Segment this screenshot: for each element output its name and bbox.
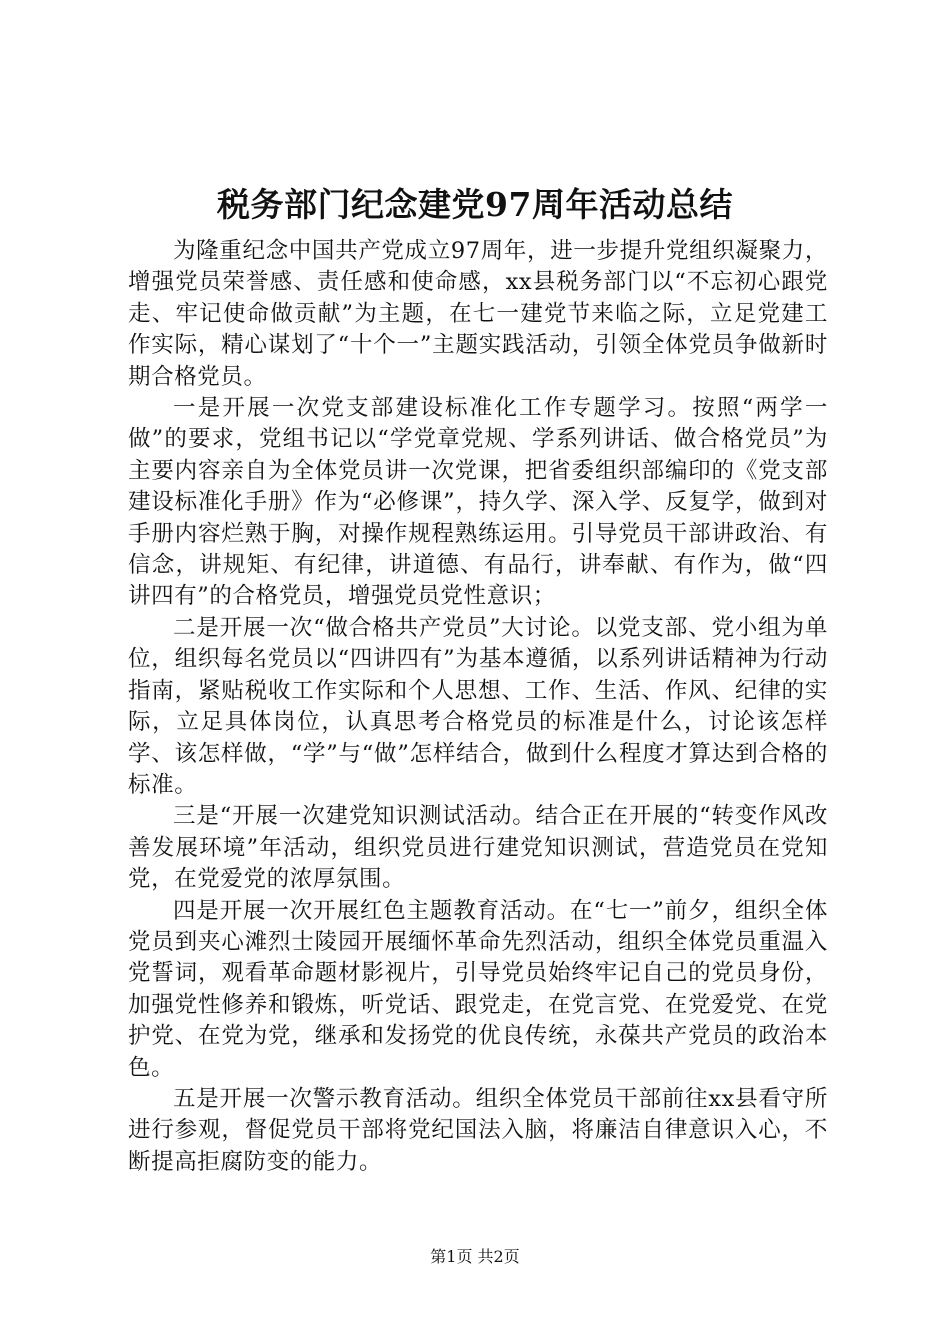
document-title: 税务部门纪念建党97周年活动总结 — [217, 185, 733, 224]
page-footer: 第1页 共2页 — [430, 1247, 520, 1266]
paragraph-item-4: 四是开展一次开展红色主题教育活动。在“七一”前夕，组织全体党员到夹心滩烈士陵园开展缅怀革命先烈活动，组织全体党员重温入党誓词，观看革命题材影视片，引导党员始终牢记自己的党员身份，加强党性修养和锻炼，听党话、跟党走，在党言党、在党爱党、在党护党、在党为党，继承和发扬党的优良传统，永葆共产党员的政治本色。 — [128, 897, 828, 1081]
paragraph-item-5: 五是开展一次警示教育活动。组织全体党员干部前往xx县看守所进行参观，督促党员干部将党纪国法入脑，将廉洁自律意识入心，不断提高拒腐防变的能力。 — [128, 1085, 828, 1175]
paragraph-item-1: 一是开展一次党支部建设标准化工作专题学习。按照“两学一做”的要求，党组书记以“学党章党规、学系列讲话、做合格党员”为主要内容亲自为全体党员讲一次党课，把省委组织部编印的《党支部建设标准化手册》作为“必修课”，持久学、深入学、反复学，做到对手册内容烂熟于胸，对操作规程熟练运用。引导党员干部讲政治、有信念，讲规矩、有纪律，讲道德、有品行，讲奉献、有作为，做“四讲四有”的合格党员，增强党员党性意识； — [128, 395, 828, 610]
paragraph-item-3: 三是“开展一次建党知识测试活动。结合正在开展的“转变作风改善发展环境”年活动，组织党员进行建党知识测试，营造党员在党知党，在党爱党的浓厚氛围。 — [128, 803, 828, 893]
document-body — [128, 236, 828, 1178]
paragraph-intro: 为隆重纪念中国共产党成立97周年，进一步提升党组织凝聚力，增强党员荣誉感、责任感和使命感，xx县税务部门以“不忘初心跟党走、牢记使命做贡献”为主题，在七一建党节来临之际，立足党建工作实际，精心谋划了“十个一”主题实践活动，引领全体党员争做新时期合格党员。 — [128, 238, 828, 390]
paragraph-item-2: 二是开展一次“做合格共产党员”大讨论。以党支部、党小组为单位，组织每名党员以“四讲四有”为基本遵循，以系列讲话精神为行动指南，紧贴税收工作实际和个人思想、工作、生活、作风、纪律的实际，立足具体岗位，认真思考合格党员的标准是什么，讨论该怎样学、该怎样做，“学”与“做”怎样结合，做到什么程度才算达到合格的标准。 — [128, 614, 828, 798]
